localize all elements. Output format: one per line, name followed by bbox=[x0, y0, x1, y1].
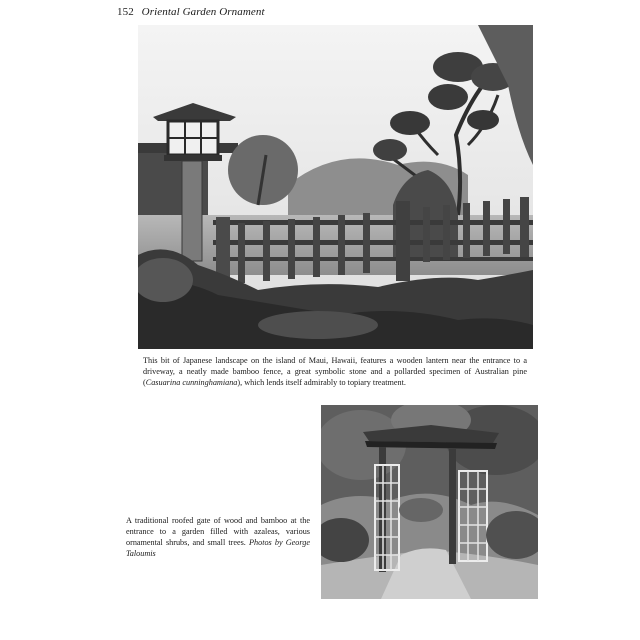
book-title: Oriental Garden Ornament bbox=[141, 6, 265, 18]
running-header bbox=[117, 6, 265, 18]
figure2-caption bbox=[126, 515, 310, 559]
page-number: 152 bbox=[117, 6, 134, 18]
caption1-text-b: ), which lends itself admirably to topiary treatment. bbox=[237, 378, 406, 387]
caption2-text: A traditional roofed gate of wood and bamboo at the entrance to a garden filled with azaleas, various ornamental shrubs, and small trees. bbox=[126, 516, 310, 547]
caption1-text-a: This bit of Japanese landscape on the island of Maui, Hawaii, features a wooden lantern near the entrance to a driveway, a neatly made bamboo fence, a great symbolic stone and a pollarded specimen of Australian pine ( bbox=[143, 356, 527, 387]
figure1-caption bbox=[143, 355, 527, 388]
photo-roofed-gate-image bbox=[321, 405, 538, 599]
photo-lantern-fence-image bbox=[138, 25, 533, 349]
caption1-species: Casuarina cunninghamiana bbox=[145, 378, 238, 387]
photo-credit: Photos by George Taloumis bbox=[126, 538, 310, 558]
photo-roofed-gate bbox=[321, 405, 538, 599]
photo-lantern-fence-landscape bbox=[138, 25, 533, 349]
